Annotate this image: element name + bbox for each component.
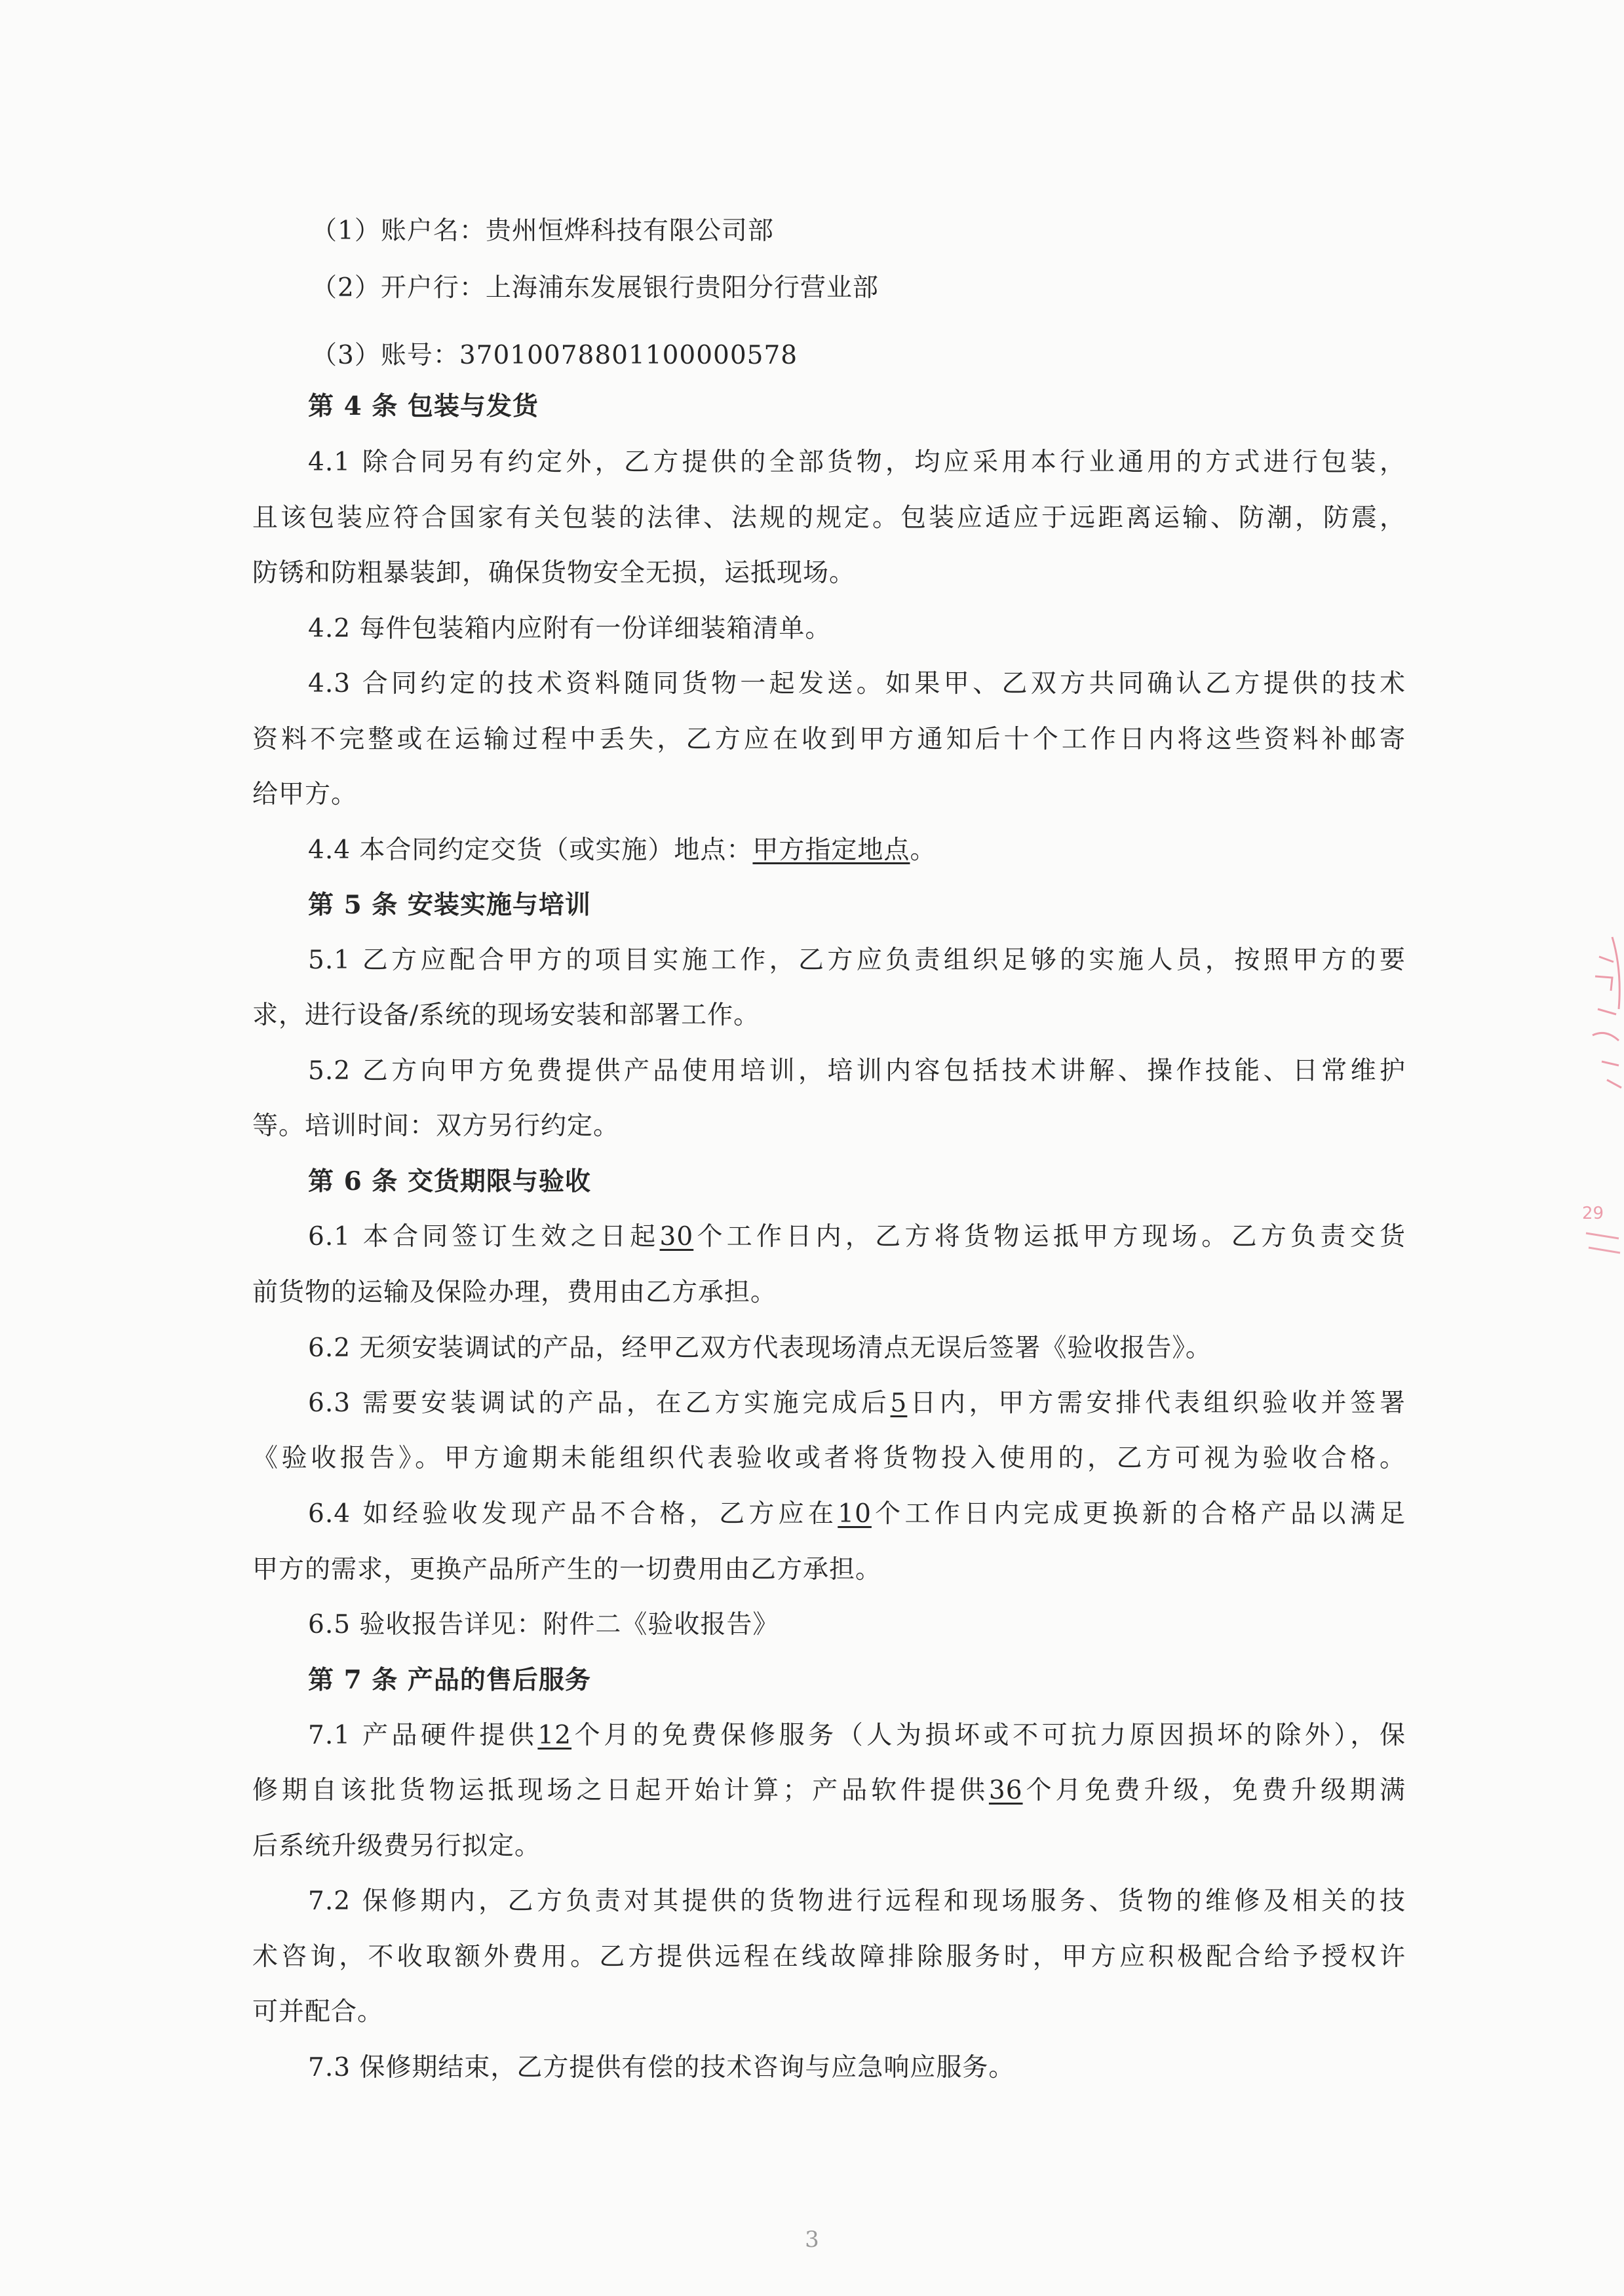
para-7-1-line-2 [252, 1776, 1406, 1806]
delivery-place: 甲方指定地点 [752, 835, 910, 865]
section-4-heading: 第 4 条 包装与发货 [308, 391, 539, 421]
upgrade-months: 36 [988, 1776, 1023, 1805]
para-7-1-line-3: 后系统升级费另行拟定。 [252, 1831, 541, 1861]
para-6-1-post: 个工作日内，乙方将货物运抵甲方现场。乙方负责交货 [693, 1222, 1406, 1252]
para-6-2: 6.2 无须安装调试的产品，经甲乙双方代表现场清点无误后签署《验收报告》。 [308, 1333, 1212, 1363]
para-7-1-post: 个月的免费保修服务（人为损坏或不可抗力原因损坏的除外），保 [571, 1721, 1406, 1750]
para-6-3-line-1 [308, 1388, 1406, 1419]
section-6-heading: 第 6 条 交货期限与验收 [308, 1166, 591, 1196]
para-5-1-line-1: 5.1 乙方应配合甲方的项目实施工作，乙方应负责组织足够的实施人员，按照甲方的要 [308, 946, 1406, 975]
account-bank-line: （2）开户行：上海浦东发展银行贵阳分行营业部 [311, 273, 879, 303]
para-6-4-pre: 6.4 如经验收发现产品不合格，乙方应在 [308, 1499, 838, 1529]
para-7-2-line-3: 可并配合。 [252, 1997, 384, 2027]
section-5-heading: 第 5 条 安装实施与培训 [308, 890, 591, 920]
para-5-2-line-2: 等。培训时间：双方另行约定。 [252, 1111, 620, 1141]
para-6-1-pre: 6.1 本合同签订生效之日起 [308, 1222, 660, 1252]
seal-fragment-upper [1573, 930, 1624, 1101]
para-6-5: 6.5 验收报告详见：附件二《验收报告》 [308, 1610, 779, 1639]
para-7-1-line-1 [308, 1721, 1406, 1751]
para-4-4-text: 4.4 本合同约定交货（或实施）地点： [308, 835, 753, 865]
para-4-4 [308, 835, 1406, 866]
para-7-1-pre: 7.1 产品硬件提供 [308, 1721, 538, 1750]
para-6-1-line-1 [308, 1222, 1406, 1252]
para-4-4-end: 。 [910, 835, 937, 865]
para-6-3-line-2: 《验收报告》。甲方逾期未能组织代表验收或者将货物投入使用的，乙方可视为验收合格。 [252, 1444, 1406, 1473]
para-4-2: 4.2 每件包装箱内应附有一份详细装箱清单。 [308, 614, 832, 643]
para-7-2-line-1: 7.2 保修期内，乙方负责对其提供的货物进行远程和现场服务、货物的维修及相关的技 [308, 1886, 1406, 1916]
para-5-2-line-1: 5.2 乙方向甲方免费提供产品使用培训，培训内容包括技术讲解、操作技能、日常维护 [308, 1056, 1406, 1086]
para-6-3-post: 日内，甲方需安排代表组织验收并签署 [907, 1388, 1406, 1418]
delivery-days: 30 [659, 1222, 694, 1252]
para-4-3-line-1: 4.3 合同约定的技术资料随同货物一起发送。如果甲、乙双方共同确认乙方提供的技术 [308, 669, 1406, 698]
para-7-2-line-2: 术咨询，不收取额外费用。乙方提供远程在线故障排除服务时，甲方应积极配合给予授权许 [252, 1942, 1406, 1972]
para-7-1-l2-post: 个月免费升级，免费升级期满 [1022, 1776, 1406, 1805]
page-number: 3 [805, 2227, 819, 2253]
account-name-line: （1）账户名：贵州恒烨科技有限公司部 [311, 216, 774, 246]
para-6-4-post: 个工作日内完成更换新的合格产品以满足 [871, 1499, 1406, 1529]
para-4-1-line-1: 4.1 除合同另有约定外，乙方提供的全部货物，均应采用本行业通用的方式进行包装， [308, 448, 1406, 477]
para-7-3: 7.3 保修期结束，乙方提供有偿的技术咨询与应急响应服务。 [308, 2053, 1015, 2082]
para-6-1-line-2: 前货物的运输及保险办理，费用由乙方承担。 [252, 1278, 777, 1307]
para-5-1-line-2: 求，进行设备/系统的现场安装和部署工作。 [252, 1001, 760, 1030]
para-4-3-line-3: 给甲方。 [252, 780, 358, 809]
acceptance-days: 5 [890, 1388, 908, 1418]
para-4-1-line-3: 防锈和防粗暴装卸，确保货物安全无损，运抵现场。 [252, 558, 856, 588]
para-4-1-line-2: 且该包装应符合国家有关包装的法律、法规的规定。包装应适应于远距离运输、防潮，防震， [252, 503, 1406, 533]
section-7-heading: 第 7 条 产品的售后服务 [308, 1665, 591, 1695]
replacement-days: 10 [838, 1499, 872, 1529]
para-6-3-pre: 6.3 需要安装调试的产品，在乙方实施完成后 [308, 1388, 891, 1418]
account-number-line: （3）账号：37010078801100000578 [311, 341, 798, 370]
seal-fragment-lower [1579, 1193, 1624, 1265]
para-4-3-line-2: 资料不完整或在运输过程中丢失，乙方应在收到甲方通知后十个工作日内将这些资料补邮寄 [252, 725, 1406, 754]
warranty-months: 12 [537, 1721, 572, 1750]
para-6-4-line-2: 甲方的需求，更换产品所产生的一切费用由乙方承担。 [252, 1555, 882, 1584]
para-7-1-l2-pre: 修期自该批货物运抵现场之日起开始计算；产品软件提供 [252, 1776, 989, 1805]
seal-fragment-text: 29 [1582, 1204, 1604, 1223]
para-6-4-line-1 [308, 1499, 1406, 1529]
